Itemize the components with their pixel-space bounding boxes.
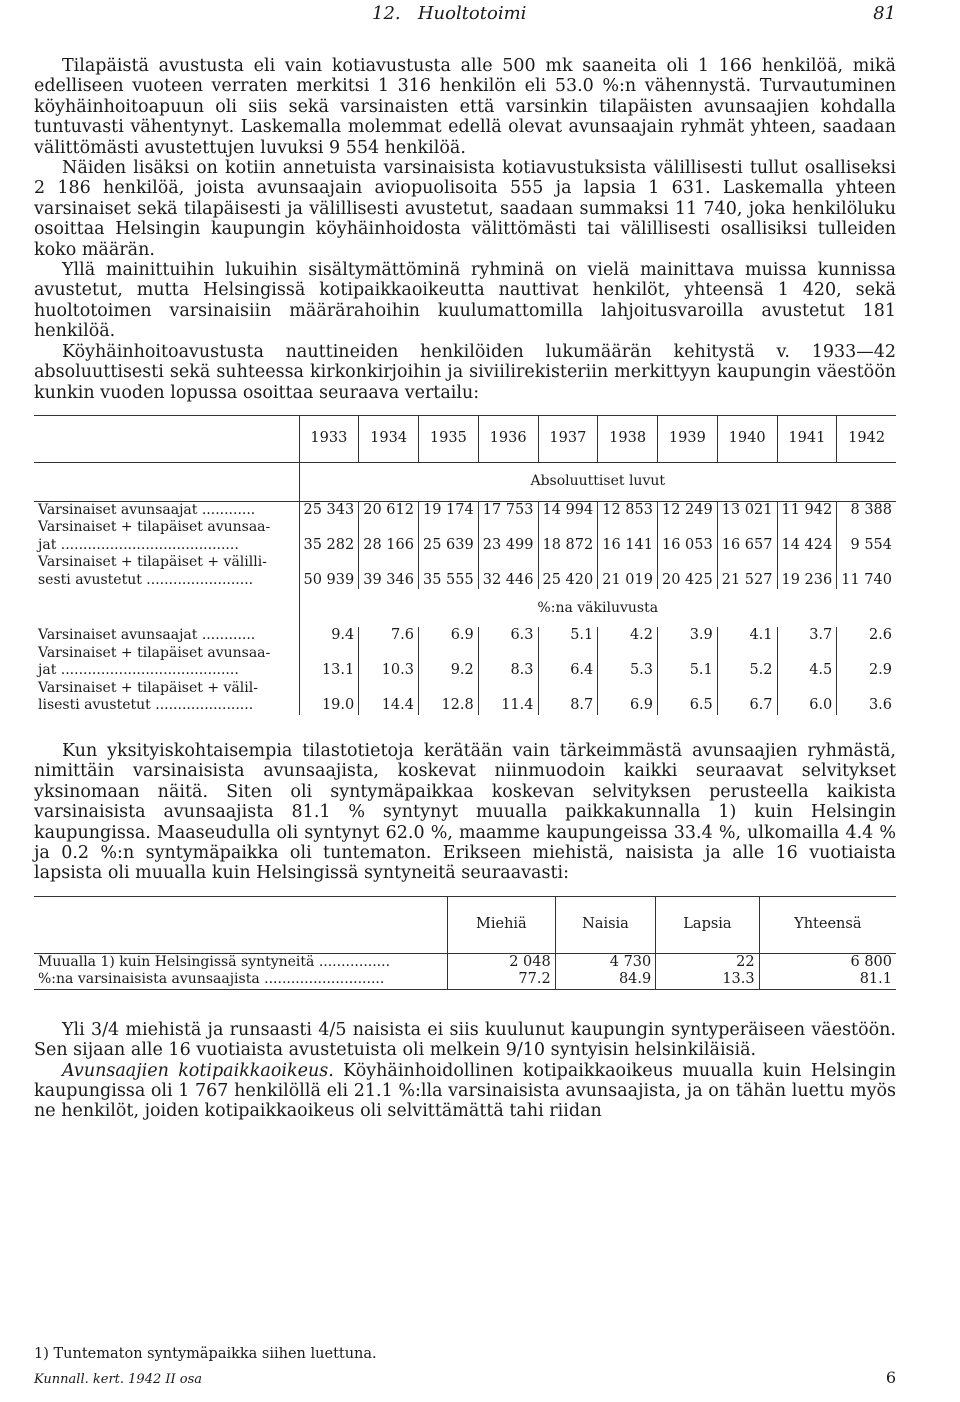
table-cell: 9.2 bbox=[419, 645, 479, 680]
table-row bbox=[34, 645, 896, 680]
table-cell: 11.4 bbox=[478, 680, 538, 715]
row-label-line: jat ........................................ bbox=[38, 662, 239, 679]
table-cell: 4.1 bbox=[717, 627, 777, 645]
section-heading-absolute: Absoluuttiset luvut bbox=[299, 462, 896, 501]
table-cell: 6.3 bbox=[478, 627, 538, 645]
year-header: 1940 bbox=[717, 415, 777, 462]
paragraph-4: Köyhäinhoitoavustusta nauttineiden henkilöiden lukumäärän kehitystä v. 1933—42 absoluuttisesti sekä suhteessa kirkonkirjoihin ja siviilirekisteriin merkittyyn kaupungin väestöön kunkin vuoden lopussa osoittaa seuraava vertailu: bbox=[34, 341, 896, 403]
paragraph-3: Yllä mainittuihin lukuihin sisältymättöminä ryhminä on vielä mainittava muissa kunnissa avustetut, mutta Helsingissä kotipaikkaoikeutta nauttivat henkilöt, yhteensä 1 420, sekä huoltotoimen varsinaisiin määrärahoihin kuulumattomilla lahjoitusvaroilla avustetut 181 henkilöä. bbox=[34, 260, 896, 342]
row-label-line: Varsinaiset avunsaajat ............ bbox=[38, 627, 256, 644]
table-header-row bbox=[34, 896, 896, 953]
table-cell: 13.3 bbox=[656, 971, 759, 989]
row-label-line: Varsinaiset + tilapäiset + välilli- bbox=[38, 554, 267, 571]
row-label-line: sesti avustetut ........................ bbox=[38, 571, 254, 588]
absolute-rows bbox=[34, 501, 896, 589]
birthplace-table bbox=[34, 896, 896, 989]
row-label: %:na varsinaisista avunsaajista ........................... bbox=[34, 971, 448, 989]
table-cell: 5.1 bbox=[658, 645, 718, 680]
footer-source: Kunnall. kert. 1942 II osa bbox=[34, 1372, 203, 1387]
year-header: 1934 bbox=[359, 415, 419, 462]
row-label bbox=[34, 645, 299, 680]
table-cell: 21 527 bbox=[717, 554, 777, 589]
table-cell: 5.1 bbox=[538, 627, 598, 645]
table-cell: 6.7 bbox=[717, 680, 777, 715]
table-cell: 4.5 bbox=[777, 645, 837, 680]
table-cell: 12 853 bbox=[598, 501, 658, 519]
paragraph-6: Yli 3/4 miehistä ja runsaasti 4/5 naisista ei siis kuulunut kaupungin syntyperäiseen väestöön. Sen sijaan alle 16 vuotiaista avustetuista oli melkein 9/10 syntyisin helsinkiläisiä. bbox=[34, 1019, 896, 1061]
table-row bbox=[34, 554, 896, 589]
year-header: 1935 bbox=[419, 415, 479, 462]
year-header: 1933 bbox=[299, 415, 359, 462]
table-cell: 16 053 bbox=[658, 519, 718, 554]
row-label bbox=[34, 519, 299, 554]
row-label bbox=[34, 627, 299, 645]
column-header: Miehiä bbox=[448, 896, 556, 953]
birthplace-rows bbox=[34, 953, 896, 989]
header-page-number: 81 bbox=[873, 3, 896, 24]
table-row bbox=[34, 953, 896, 971]
table-cell: 28 166 bbox=[359, 519, 419, 554]
paragraph-7 bbox=[34, 1061, 896, 1122]
table-cell: 25 343 bbox=[299, 501, 359, 519]
table-cell: 81.1 bbox=[859, 971, 892, 988]
table-cell: 6.4 bbox=[538, 645, 598, 680]
document-page bbox=[34, 0, 896, 1122]
table-cell: 6.5 bbox=[658, 680, 718, 715]
footer-signature-number: 6 bbox=[885, 1368, 896, 1387]
table-row bbox=[34, 971, 896, 989]
table-cell: 21 019 bbox=[598, 554, 658, 589]
page-footer bbox=[34, 1368, 896, 1387]
year-header: 1941 bbox=[777, 415, 837, 462]
table-cell: 7.6 bbox=[359, 627, 419, 645]
table-cell: 20 612 bbox=[359, 501, 419, 519]
table-cell: 11 942 bbox=[777, 501, 837, 519]
table-cell: 19 174 bbox=[419, 501, 479, 519]
table-cell: 8.3 bbox=[478, 645, 538, 680]
table-cell: 2.9 bbox=[868, 662, 892, 679]
table-cell: 12.8 bbox=[419, 680, 479, 715]
subheading-italic: Avunsaajien kotipaikkaoikeus. bbox=[62, 1060, 334, 1081]
table-cell: 50 939 bbox=[299, 554, 359, 589]
table-cell: 22 bbox=[656, 953, 759, 971]
table-cell: 19.0 bbox=[299, 680, 359, 715]
row-label bbox=[34, 680, 299, 715]
table-cell: 77.2 bbox=[448, 971, 556, 989]
year-header: 1938 bbox=[598, 415, 658, 462]
table-cell: 13.1 bbox=[299, 645, 359, 680]
table-cell: 18 872 bbox=[538, 519, 598, 554]
table-cell: 5.2 bbox=[717, 645, 777, 680]
table-cell: 3.7 bbox=[777, 627, 837, 645]
paragraph-5: Kun yksityiskohtaisempia tilastotietoja kerätään vain tärkeimmästä avunsaajien ryhmästä, nimittäin varsinaisista avunsaajista, koskevat niinmuodoin kaikki seuraavat selvitykset yksinomaan näitä. Siten oli syntymäpaikkaa koskevan selvityksen perusteella kaikista varsinaisista avunsaajista 81.1 % syntynyt muualla paikkakunnalla 1) kuin Helsingin kaupungissa. Maaseudulla oli syntynyt 62.0 %, maamme kaupungeissa 33.4 %, ulkomailla 4.4 % ja 0.2 %:n syntymäpaikka oli tuntematon. Erikseen miehistä, naisista ja alle 16 vuotiaista lapsista oli muualla kuin Helsingissä syntyneitä seuraavasti: bbox=[34, 740, 896, 884]
table-cell: 6.0 bbox=[777, 680, 837, 715]
table-cell: 35 555 bbox=[419, 554, 479, 589]
table-cell: 11 740 bbox=[841, 571, 892, 588]
table-cell: 23 499 bbox=[478, 519, 538, 554]
running-header bbox=[34, 0, 896, 26]
paragraph-7-text: Köyhäinhoidollinen kotipaikkaoikeus muualla kuin Helsingin kaupungissa oli 1 767 henkilöllä eli 21.1 %:lla varsinaisista avunsaajista, ja on tähän luettu myös ne henkilöt, joiden kotipaikkaoikeus oli selvittämättä tahi riidan bbox=[34, 1060, 897, 1122]
row-label-line: lisesti avustetut ...................... bbox=[38, 697, 254, 714]
table-cell: 17 753 bbox=[478, 501, 538, 519]
paragraph-1: Tilapäistä avustusta eli vain kotiavustusta alle 500 mk saaneita oli 1 166 henkilöä, mikä edelliseen vuoteen verraten merkitsi 1 316 henkilön eli 53.0 %:n vähennystä. Turvautuminen köyhäinhoitoapuun oli siis sekä varsinaisten että varsinkin tilapäisten avunsaajien kohdalla tuntuvasti vähentynyt. Laskemalla molemmat edellä olevat avunsaajain ryhmät yhteen, saadaan välittömästi avustettujen luvuksi 9 554 henkilöä. bbox=[34, 56, 896, 158]
row-label-line: Varsinaiset + tilapäiset avunsaa- bbox=[38, 644, 271, 661]
table-cell: 13 021 bbox=[717, 501, 777, 519]
row-label-line: jat ........................................ bbox=[38, 536, 239, 553]
table-row bbox=[34, 680, 896, 715]
table-cell: 25 420 bbox=[538, 554, 598, 589]
year-header: 1937 bbox=[538, 415, 598, 462]
table-cell: 6.9 bbox=[419, 627, 479, 645]
row-label bbox=[34, 501, 299, 519]
percent-rows bbox=[34, 627, 896, 715]
table-cell: 35 282 bbox=[299, 519, 359, 554]
table-row bbox=[34, 501, 896, 519]
footnote: 1) Tuntematon syntymäpaikka siihen luettuna. bbox=[34, 1346, 377, 1362]
table-cell: 6.9 bbox=[598, 680, 658, 715]
row-label-line: Varsinaiset + tilapäiset + välil- bbox=[38, 679, 258, 696]
table-cell: 19 236 bbox=[777, 554, 837, 589]
table-cell: 3.9 bbox=[658, 627, 718, 645]
table-cell: 5.3 bbox=[598, 645, 658, 680]
table-cell: 14 994 bbox=[538, 501, 598, 519]
column-header: Lapsia bbox=[656, 896, 759, 953]
table-cell: 10.3 bbox=[359, 645, 419, 680]
table-cell: 14.4 bbox=[359, 680, 419, 715]
table-cell: 32 446 bbox=[478, 554, 538, 589]
table-cell: 8.7 bbox=[538, 680, 598, 715]
table-row bbox=[34, 627, 896, 645]
header-title: 12. Huoltotoimi bbox=[372, 3, 527, 24]
table-cell: 4.2 bbox=[598, 627, 658, 645]
table-header-row bbox=[34, 415, 896, 462]
table-cell: 84.9 bbox=[555, 971, 656, 989]
table-cell: 8 388 bbox=[837, 501, 896, 519]
table-cell: 9 554 bbox=[850, 536, 892, 553]
table-cell: 9.4 bbox=[299, 627, 359, 645]
table-cell: 14 424 bbox=[777, 519, 837, 554]
table-cell: 39 346 bbox=[359, 554, 419, 589]
year-header: 1942 bbox=[837, 415, 896, 462]
table-cell: 25 639 bbox=[419, 519, 479, 554]
table-cell: 3.6 bbox=[868, 697, 892, 714]
table-cell: 2 048 bbox=[448, 953, 556, 971]
table-cell: 4 730 bbox=[555, 953, 656, 971]
comparison-table bbox=[34, 415, 896, 715]
row-label: Muualla 1) kuin Helsingissä syntyneitä ................ bbox=[34, 953, 448, 971]
row-label bbox=[34, 554, 299, 589]
year-header: 1936 bbox=[478, 415, 538, 462]
column-header: Naisia bbox=[555, 896, 656, 953]
table-cell: 6 800 bbox=[759, 953, 896, 971]
table-cell: 2.6 bbox=[868, 627, 892, 644]
row-label-line: Varsinaiset avunsaajat ............ bbox=[38, 501, 256, 518]
column-header: Yhteensä bbox=[759, 896, 896, 953]
section-heading-percent: %:na väkiluvusta bbox=[537, 599, 659, 616]
table-row bbox=[34, 519, 896, 554]
table-cell: 16 657 bbox=[717, 519, 777, 554]
table-cell: 20 425 bbox=[658, 554, 718, 589]
table-cell: 12 249 bbox=[658, 501, 718, 519]
row-label-line: Varsinaiset + tilapäiset avunsaa- bbox=[38, 519, 271, 536]
paragraph-2: Näiden lisäksi on kotiin annetuista varsinaisista kotiavustuksista välillisesti tullut osalliseksi 2 186 henkilöä, joista avunsaajain aviopuolisoita 555 ja lapsia 1 631. Laskemalla yhteen varsinaiset sekä tilapäisesti ja välillisesti avustetut, saadaan summaksi 11 740, joka henkilöluku osoittaa Helsingin kaupungin köyhäinhoidosta välittömästi tai välillisesti osallisiksi tulleiden koko määrän. bbox=[34, 158, 896, 260]
year-header: 1939 bbox=[658, 415, 718, 462]
table-cell: 16 141 bbox=[598, 519, 658, 554]
